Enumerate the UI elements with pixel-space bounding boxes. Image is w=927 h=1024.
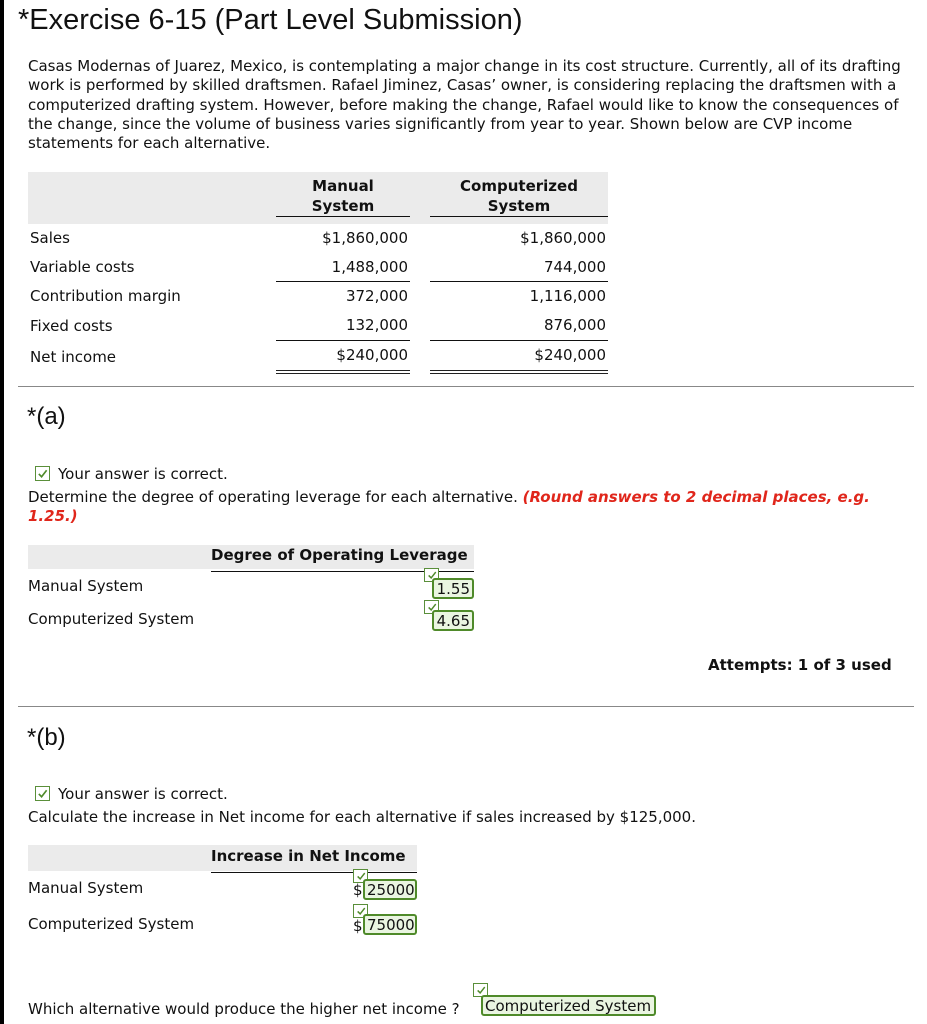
row-label-fixed-costs: Fixed costs: [30, 317, 113, 335]
row-label-sales: Sales: [30, 229, 70, 247]
page-title: *Exercise 6-15 (Part Level Submission): [18, 4, 523, 36]
higher-income-question: Which alternative would produce the higher net income ?: [28, 1000, 460, 1018]
net-line-computerized: [430, 340, 608, 341]
comp-net-income: $240,000: [534, 346, 606, 364]
increase-manual-label: Manual System: [28, 879, 144, 897]
subtotal-line-computerized: [430, 281, 608, 282]
double-underline-computerized: [430, 370, 608, 374]
comp-sales: $1,860,000: [520, 229, 606, 247]
part-b-status: Your answer is correct.: [58, 785, 228, 803]
dol-manual-label: Manual System: [28, 577, 144, 595]
part-a-heading: *(a): [27, 403, 66, 430]
correct-check-icon: [35, 466, 50, 481]
page-left-border: [0, 0, 4, 1024]
col-header-manual: Manual System: [311, 177, 375, 215]
manual-contribution-margin: 372,000: [345, 287, 408, 305]
dol-computerized-input[interactable]: 4.65: [432, 610, 474, 631]
currency-symbol: $: [353, 917, 363, 935]
attempts-counter: Attempts: 1 of 3 used: [708, 656, 892, 674]
manual-variable-costs: 1,488,000: [331, 258, 408, 276]
increase-computerized-input[interactable]: 75000: [363, 914, 417, 935]
part-b-instruction: Calculate the increase in Net income for each alternative if sales increased by $125,000.: [28, 808, 696, 826]
section-divider-a: [18, 386, 914, 387]
increase-column-header: Increase in Net Income: [211, 847, 406, 865]
subtotal-line-manual: [276, 281, 410, 282]
manual-net-income: $240,000: [336, 346, 408, 364]
comp-variable-costs: 744,000: [543, 258, 606, 276]
increase-computerized-label: Computerized System: [28, 915, 195, 933]
section-divider-b: [18, 706, 914, 707]
row-label-variable-costs: Variable costs: [30, 258, 135, 276]
part-a-status: Your answer is correct.: [58, 465, 228, 483]
comp-fixed-costs: 876,000: [543, 316, 606, 334]
row-label-contribution-margin: Contribution margin: [30, 287, 181, 305]
dol-column-header: Degree of Operating Leverage: [211, 546, 468, 564]
increase-manual-input[interactable]: 25000: [363, 879, 417, 900]
round-note: (Round answers to 2 decimal places, e.g. 1.25.): [28, 488, 870, 525]
increase-header-underline: [211, 872, 417, 873]
manual-sales: $1,860,000: [322, 229, 408, 247]
currency-symbol: $: [353, 881, 363, 899]
col-header-computerized: Computerized System: [460, 177, 578, 215]
manual-fixed-costs: 132,000: [345, 316, 408, 334]
higher-income-select[interactable]: Computerized System: [481, 995, 656, 1016]
correct-check-icon-b: [35, 786, 50, 801]
col-underline-manual: [276, 216, 410, 217]
part-b-heading: *(b): [27, 724, 66, 751]
net-line-manual: [276, 340, 410, 341]
comp-contribution-margin: 1,116,000: [529, 287, 606, 305]
row-label-net-income: Net income: [30, 348, 117, 366]
dol-computerized-label: Computerized System: [28, 610, 195, 628]
problem-intro: Casas Modernas of Juarez, Mexico, is contemplating a major change in its cost structure. Currently, all of its drafting work is performed by skilled draftsmen. Rafael Jiminez, Casas’ owner, is considering replacing the draftsmen with a computerized drafting system. However, before making the change, Rafael would like to know the consequences of the change, since the volume of business varies significantly from year to year. Shown below are CVP income statements for each alternative.: [28, 57, 901, 153]
col-underline-computerized: [430, 216, 608, 217]
double-underline-manual: [276, 370, 410, 374]
part-a-instruction: Determine the degree of operating leverage for each alternative. (Round answers to 2 decimal places, e.g. 1.25.): [28, 488, 870, 525]
dol-manual-input[interactable]: 1.55: [432, 578, 474, 599]
